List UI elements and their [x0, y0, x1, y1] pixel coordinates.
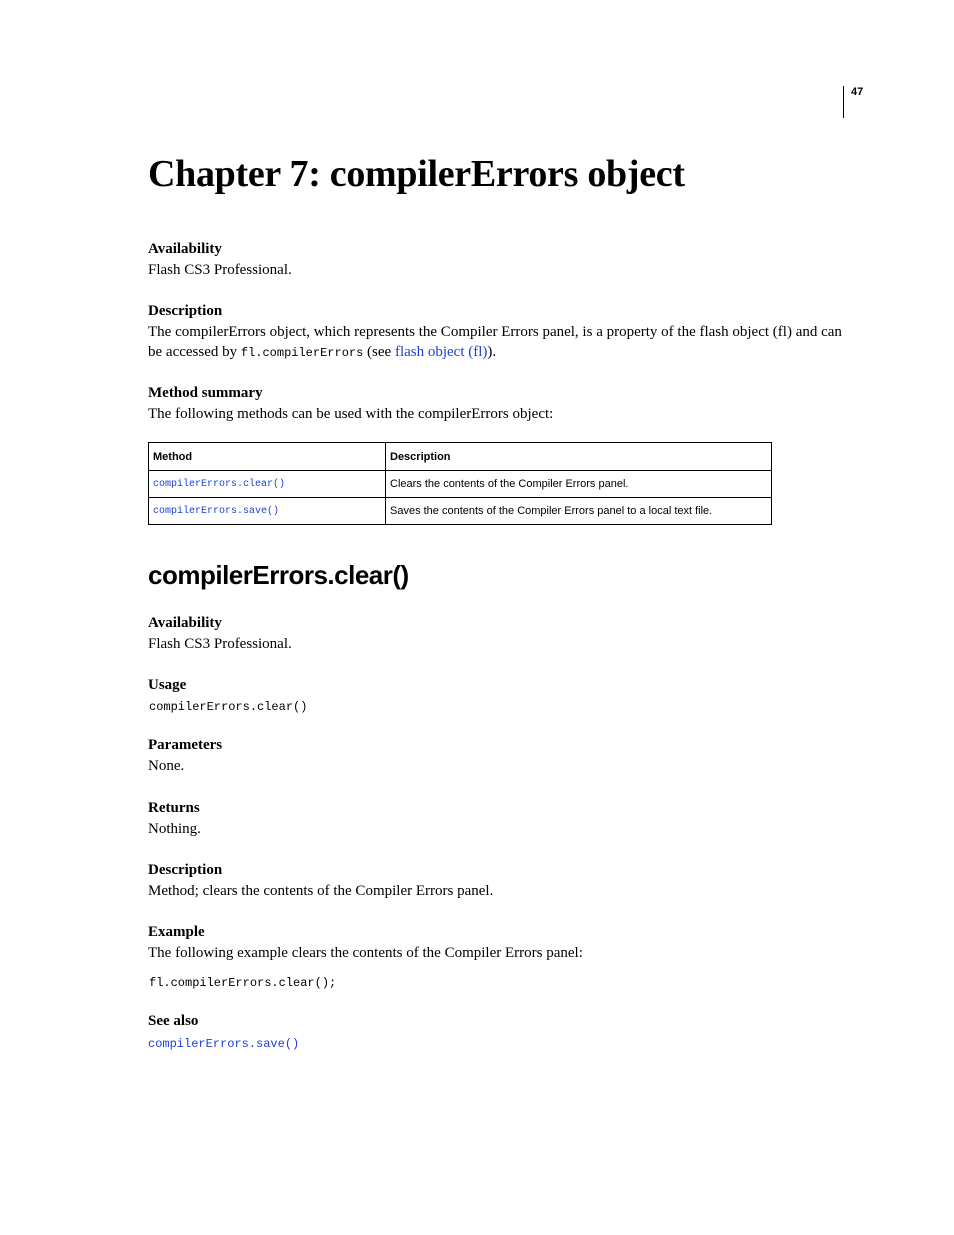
description-line-2: [148, 344, 496, 361]
example-text: The following example clears the contents of the Compiler Errors panel:: [148, 945, 583, 961]
see-also-label: See also: [148, 1013, 199, 1029]
usage-label: Usage: [148, 677, 187, 693]
usage-code: compilerErrors.clear(): [149, 700, 308, 714]
example-code: fl.compilerErrors.clear();: [149, 976, 337, 990]
method-link-clear[interactable]: compilerErrors.clear(): [149, 471, 386, 498]
page-number: 47: [851, 86, 864, 98]
returns-label: Returns: [148, 800, 200, 816]
clear-description-label: Description: [148, 862, 223, 878]
table-row: [149, 471, 772, 498]
flash-object-link[interactable]: flash object (fl): [394, 344, 488, 360]
header-rule: [843, 86, 844, 118]
method-description: Clears the contents of the Compiler Errors panel.: [386, 471, 772, 498]
parameters-text: None.: [148, 758, 185, 774]
availability-text: Flash CS3 Professional.: [148, 262, 292, 278]
clear-description-text: Method; clears the contents of the Compiler Errors panel.: [148, 883, 494, 899]
table-header-method: Method: [149, 443, 386, 471]
see-also-save-link[interactable]: compilerErrors.save(): [148, 1037, 300, 1051]
table-row: [149, 498, 772, 525]
description-prefix: be accessed by: [148, 344, 241, 360]
description-line-1: The compilerErrors object, which represents the Compiler Errors panel, is a property of the flash object (fl) and can: [148, 324, 842, 340]
method-description: Saves the contents of the Compiler Errors panel to a local text file.: [386, 498, 772, 525]
clear-availability-label: Availability: [148, 615, 222, 631]
description-label: Description: [148, 303, 223, 319]
returns-text: Nothing.: [148, 821, 201, 837]
availability-label: Availability: [148, 241, 222, 257]
parameters-label: Parameters: [148, 737, 223, 753]
table-header-row: [149, 443, 772, 471]
method-summary-label: Method summary: [148, 385, 263, 401]
section-heading-clear: compilerErrors.clear(): [148, 560, 409, 590]
description-inline-code: fl.compilerErrors: [240, 346, 364, 360]
description-mid: (see: [363, 344, 395, 360]
description-suffix: ).: [487, 344, 497, 360]
methods-table: [148, 442, 772, 525]
example-label: Example: [148, 924, 205, 940]
chapter-title: Chapter 7: compilerErrors object: [148, 153, 685, 195]
method-summary-text: The following methods can be used with the compilerErrors object:: [148, 406, 554, 422]
table-header-description: Description: [386, 443, 772, 471]
clear-availability-text: Flash CS3 Professional.: [148, 636, 292, 652]
method-link-save[interactable]: compilerErrors.save(): [149, 498, 386, 525]
